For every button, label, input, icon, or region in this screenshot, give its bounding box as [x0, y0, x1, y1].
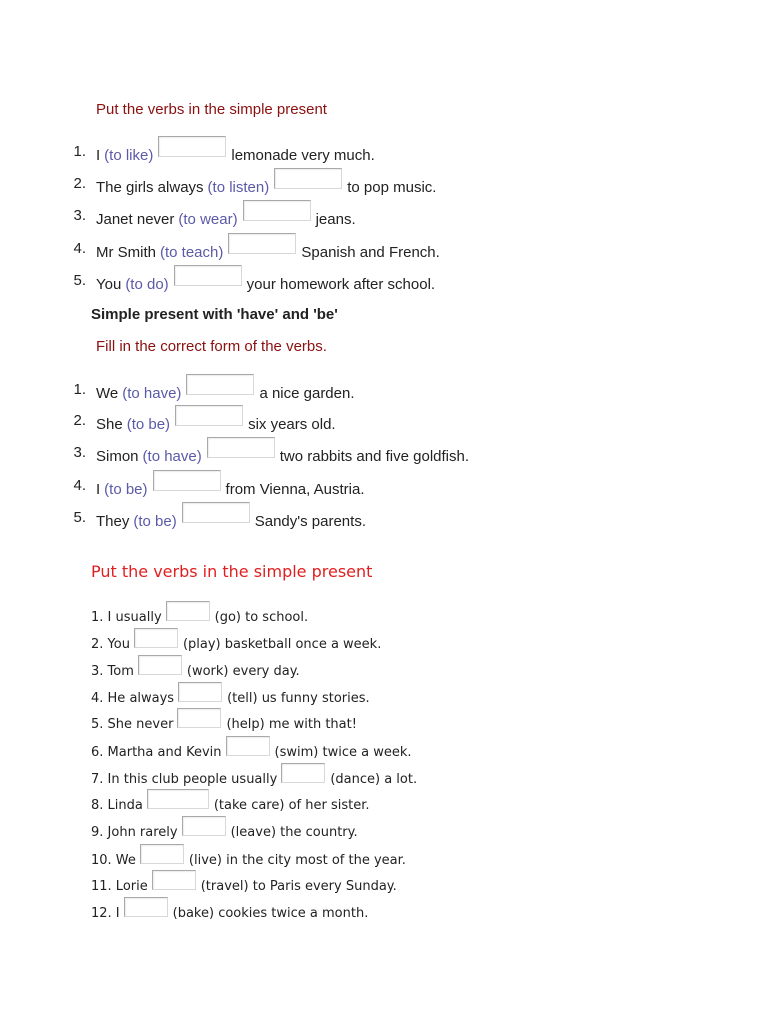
item-number: 5.: [73, 272, 86, 289]
item-before: 2. You: [91, 637, 130, 652]
item-after: (travel) to Paris every Sunday.: [200, 879, 397, 894]
item-number: 2.: [73, 412, 86, 429]
answer-input[interactable]: [177, 708, 221, 728]
item-after: (work) every day.: [186, 664, 300, 679]
item-rest: jeans.: [315, 211, 356, 228]
item-subject: Janet never: [96, 211, 175, 228]
answer-input[interactable]: [174, 265, 242, 286]
item-before: 6. Martha and Kevin: [91, 745, 222, 760]
item-subject: You: [96, 276, 122, 293]
exercise-row: [91, 848, 406, 868]
item-rest: your homework after school.: [246, 276, 436, 293]
answer-input[interactable]: [207, 437, 275, 458]
item-rest: Sandy's parents.: [254, 513, 366, 530]
item-number: 1.: [73, 143, 86, 160]
answer-input[interactable]: [166, 601, 210, 621]
item-after: (tell) us funny stories.: [227, 691, 370, 706]
item-number: 4.: [73, 477, 86, 494]
answer-input[interactable]: [140, 844, 184, 864]
verb-hint: (to do): [125, 276, 169, 293]
exercise-row: [91, 686, 370, 706]
item-before: 12. I: [91, 906, 120, 921]
item-subject: Simon: [96, 448, 139, 465]
answer-input[interactable]: [281, 763, 325, 783]
item-subject: She: [96, 416, 123, 433]
exercise-row: [91, 632, 381, 652]
item-after: (go) to school.: [214, 610, 309, 625]
exercise-row: [91, 740, 411, 760]
section2-title: Fill in the correct form of the verbs.: [96, 338, 327, 355]
item-subject: I: [96, 147, 101, 164]
answer-input[interactable]: [182, 502, 250, 523]
verb-hint: (to be): [133, 513, 177, 530]
exercise-row: [91, 659, 300, 679]
item-number: 2.: [73, 175, 86, 192]
answer-input[interactable]: [134, 628, 178, 648]
item-before: 4. He always: [91, 691, 175, 706]
item-subject: They: [96, 513, 130, 530]
answer-input[interactable]: [274, 168, 342, 189]
verb-hint: (to be): [126, 416, 171, 433]
exercise-row: [91, 793, 369, 813]
answer-input[interactable]: [147, 789, 209, 809]
item-number: 1.: [73, 381, 86, 398]
item-after: (swim) twice a week.: [274, 745, 412, 760]
verb-hint: (to wear): [178, 211, 238, 228]
item-subject: We: [96, 385, 119, 402]
answer-input[interactable]: [226, 736, 270, 756]
item-subject: Mr Smith: [96, 244, 156, 261]
item-after: (live) in the city most of the year.: [188, 853, 406, 868]
verb-hint: (to teach): [160, 244, 224, 261]
verb-hint: (to be): [104, 481, 148, 498]
exercise-row: [91, 712, 357, 732]
verb-hint: (to have): [122, 385, 182, 402]
item-rest: two rabbits and five goldfish.: [279, 448, 470, 465]
answer-input[interactable]: [153, 470, 221, 491]
item-before: 5. She never: [91, 717, 174, 732]
section2-heading: Simple present with 'have' and 'be': [91, 306, 338, 323]
item-before: 7. In this club people usually: [91, 772, 278, 787]
verb-hint: (to like): [104, 147, 154, 164]
verb-hint: (to listen): [207, 179, 270, 196]
answer-input[interactable]: [178, 682, 222, 702]
item-after: (bake) cookies twice a month.: [172, 906, 369, 921]
item-number: 3.: [73, 207, 86, 224]
answer-input[interactable]: [138, 655, 182, 675]
exercise-row: [91, 820, 358, 840]
answer-input[interactable]: [152, 870, 196, 890]
answer-input[interactable]: [124, 897, 168, 917]
item-after: (take care) of her sister.: [213, 798, 370, 813]
item-subject: The girls always: [96, 179, 204, 196]
item-rest: to pop music.: [347, 179, 437, 196]
answer-input[interactable]: [186, 374, 254, 395]
item-rest: from Vienna, Austria.: [225, 481, 365, 498]
verb-hint: (to have): [142, 448, 202, 465]
exercise-row: [91, 605, 308, 625]
answer-input[interactable]: [175, 405, 243, 426]
item-before: 1. I usually: [91, 610, 162, 625]
item-before: 9. John rarely: [91, 825, 178, 840]
answer-input[interactable]: [228, 233, 296, 254]
item-before: 10. We: [91, 853, 136, 868]
item-subject: I: [96, 481, 101, 498]
section3-title: Put the verbs in the simple present: [91, 562, 373, 581]
item-after: (help) me with that!: [226, 717, 357, 732]
answer-input[interactable]: [158, 136, 226, 157]
answer-input[interactable]: [243, 200, 311, 221]
item-rest: Spanish and French.: [301, 244, 440, 261]
exercise-row: [91, 874, 397, 894]
section1-title: Put the verbs in the simple present: [96, 101, 327, 118]
item-rest: lemonade very much.: [231, 147, 375, 164]
item-after: (leave) the country.: [230, 825, 358, 840]
item-rest: a nice garden.: [259, 385, 355, 402]
item-before: 8. Linda: [91, 798, 143, 813]
answer-input[interactable]: [182, 816, 226, 836]
exercise-row: [91, 901, 368, 921]
item-before: 11. Lorie: [91, 879, 148, 894]
item-after: (play) basketball once a week.: [182, 637, 382, 652]
exercise-row: [91, 767, 417, 787]
item-after: (dance) a lot.: [330, 772, 418, 787]
item-rest: six years old.: [248, 416, 336, 433]
item-number: 4.: [73, 240, 86, 257]
item-before: 3. Tom: [91, 664, 134, 679]
item-number: 3.: [73, 444, 86, 461]
item-number: 5.: [73, 509, 86, 526]
